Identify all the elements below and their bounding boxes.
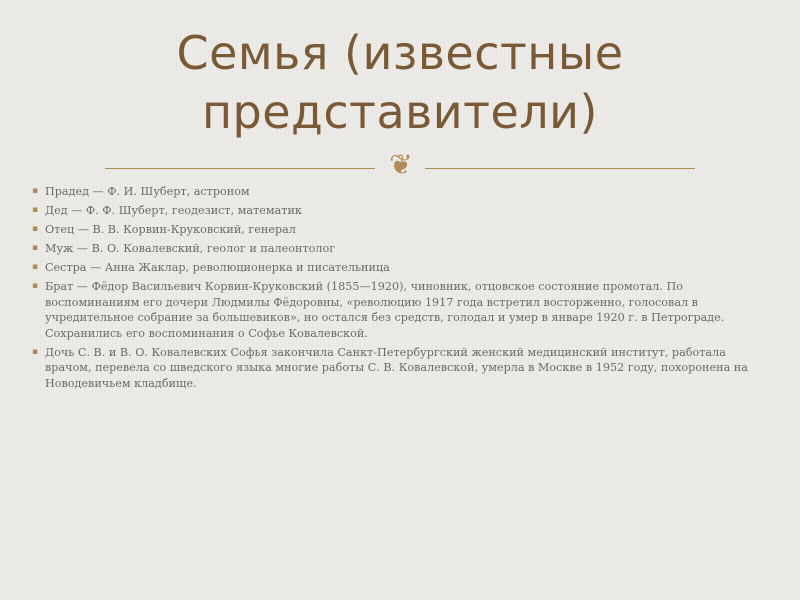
list-item xyxy=(32,222,774,238)
title-divider-right xyxy=(425,168,695,169)
family-members-list xyxy=(32,184,774,395)
title-divider-left xyxy=(105,168,375,169)
list-item xyxy=(32,279,774,341)
small-bullet-icon: ▪ xyxy=(32,262,39,272)
list-item xyxy=(32,184,774,200)
small-bullet-icon: ▪ xyxy=(32,186,39,196)
small-bullet-icon: ▪ xyxy=(32,346,39,357)
list-item-text: Дед — Ф. Ф. Шуберт, геодезист, математик xyxy=(45,204,302,217)
ornamental-flourish-icon: ❦ xyxy=(389,148,413,181)
list-item xyxy=(32,345,774,392)
list-item xyxy=(32,260,774,276)
list-item xyxy=(32,203,774,219)
list-item-text: Муж — В. О. Ковалевский, геолог и палеонтолог xyxy=(45,242,336,255)
small-bullet-icon: ▪ xyxy=(32,243,39,253)
list-item-text: Прадед — Ф. И. Шуберт, астроном xyxy=(45,185,250,198)
small-bullet-icon: ▪ xyxy=(32,224,39,234)
slide-title xyxy=(60,24,740,142)
list-item-text: Отец — В. В. Корвин-Круковский, генерал xyxy=(45,223,296,236)
slide-title-line-1: Семья (известные xyxy=(176,26,624,80)
list-item-text: Дочь С. В. и В. О. Ковалевских Софья закончила Санкт-Петербургский женский медицинский институт, работала врачом, перевела со шведского языка многие работы С. В. Ковалевской, умерла в Москве в 1952 году, похоронена на Новодевичьем кладбище. xyxy=(45,345,748,390)
slide-title-line-2: представители) xyxy=(201,85,598,139)
list-item xyxy=(32,241,774,257)
small-bullet-icon: ▪ xyxy=(32,281,39,291)
small-bullet-icon: ▪ xyxy=(32,205,39,215)
list-item-text: Брат — Фёдор Васильевич Корвин-Круковский (1855—1920), чиновник, отцовское состояние промотал. По воспоминаниям его дочери Людмилы Фёдоровны, «революцию 1917 года встретил восторженно, голосовал в учредительное собрание за большевиков», но остался без средств, голодал и умер в январе 1920 г. в Петрограде. Сохранились его воспоминания о Софье Ковалевской. xyxy=(45,280,725,340)
list-item-text: Сестра — Анна Жаклар, революционерка и писательница xyxy=(45,261,390,274)
